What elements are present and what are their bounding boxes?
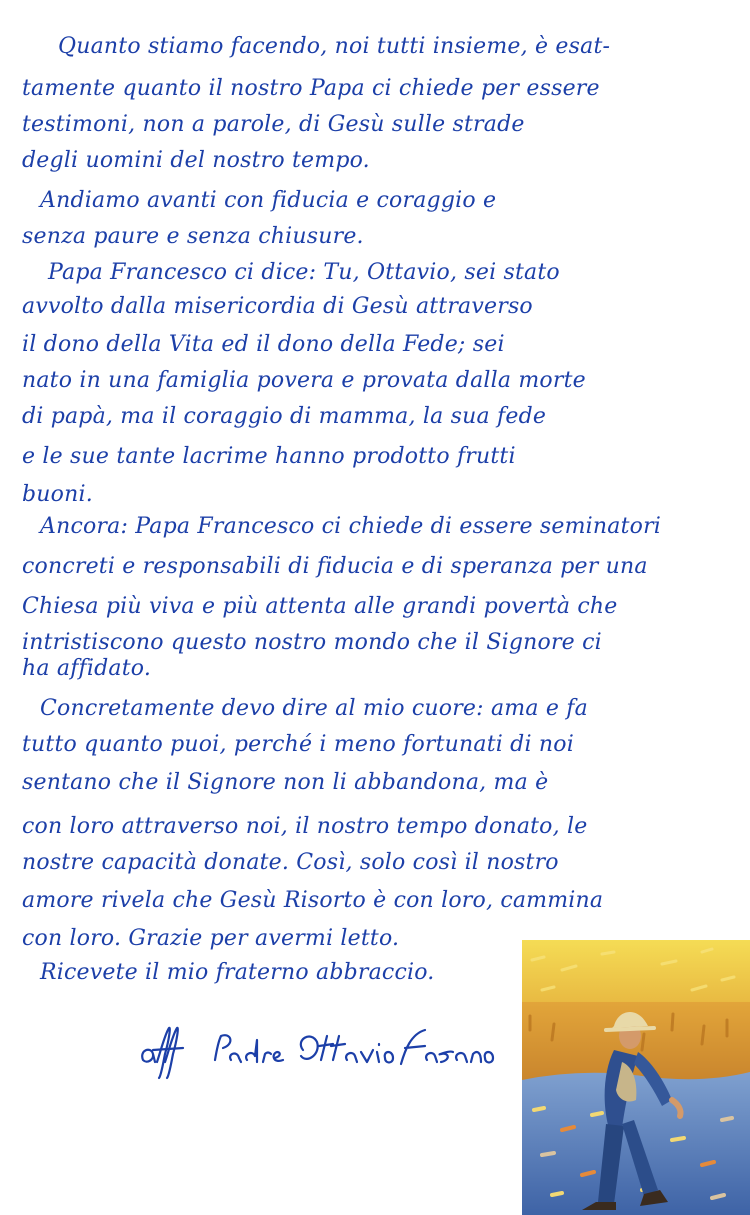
letter-line: ha affidato. bbox=[22, 656, 152, 681]
letter-line: degli uomini del nostro tempo. bbox=[22, 148, 370, 173]
letter-line: Ancora: Papa Francesco ci chiede di essere seminatori bbox=[40, 514, 662, 539]
letter-line: Ricevete il mio fraterno abbraccio. bbox=[40, 960, 435, 985]
letter-line: buoni. bbox=[22, 482, 93, 507]
sower-painting bbox=[522, 940, 750, 1215]
signature-drawing bbox=[135, 1020, 495, 1080]
letter-line: il dono della Vita ed il dono della Fede; sei bbox=[22, 332, 505, 357]
letter-line: Andiamo avanti con fiducia e coraggio e bbox=[40, 188, 497, 213]
letter-line: Quanto stiamo facendo, noi tutti insieme, è esat- bbox=[58, 34, 611, 59]
letter-line: nostre capacità donate. Così, solo così il nostro bbox=[22, 850, 559, 875]
letter-line: di papà, ma il coraggio di mamma, la sua fede bbox=[22, 404, 547, 429]
letter-line: e le sue tante lacrime hanno prodotto frutti bbox=[22, 444, 516, 469]
letter-line: testimoni, non a parole, di Gesù sulle strade bbox=[22, 112, 525, 137]
letter-line: concreti e responsabili di fiducia e di speranza per una bbox=[22, 554, 648, 579]
handwritten-signature bbox=[135, 1020, 495, 1080]
letter-line: con loro. Grazie per avermi letto. bbox=[22, 926, 400, 951]
letter-line: senza paure e senza chiusure. bbox=[22, 224, 364, 249]
letter-line: tutto quanto puoi, perché i meno fortunati di noi bbox=[22, 732, 574, 757]
letter-line: amore rivela che Gesù Risorto è con loro, cammina bbox=[22, 888, 604, 913]
sower-painting-image bbox=[522, 940, 750, 1215]
letter-line: intristiscono questo nostro mondo che il Signore ci bbox=[22, 630, 602, 655]
letter-line: Papa Francesco ci dice: Tu, Ottavio, sei stato bbox=[48, 260, 560, 285]
letter-line: avvolto dalla misericordia di Gesù attraverso bbox=[22, 294, 533, 319]
letter-line: sentano che il Signore non li abbandona, ma è bbox=[22, 770, 549, 795]
letter-line: tamente quanto il nostro Papa ci chiede per essere bbox=[22, 76, 600, 101]
letter-line: con loro attraverso noi, il nostro tempo donato, le bbox=[22, 814, 588, 839]
letter-line: Chiesa più viva e più attenta alle grandi povertà che bbox=[22, 594, 618, 619]
letter-line: Concretamente devo dire al mio cuore: ama e fa bbox=[40, 696, 588, 721]
letter-line: nato in una famiglia povera e provata dalla morte bbox=[22, 368, 586, 393]
